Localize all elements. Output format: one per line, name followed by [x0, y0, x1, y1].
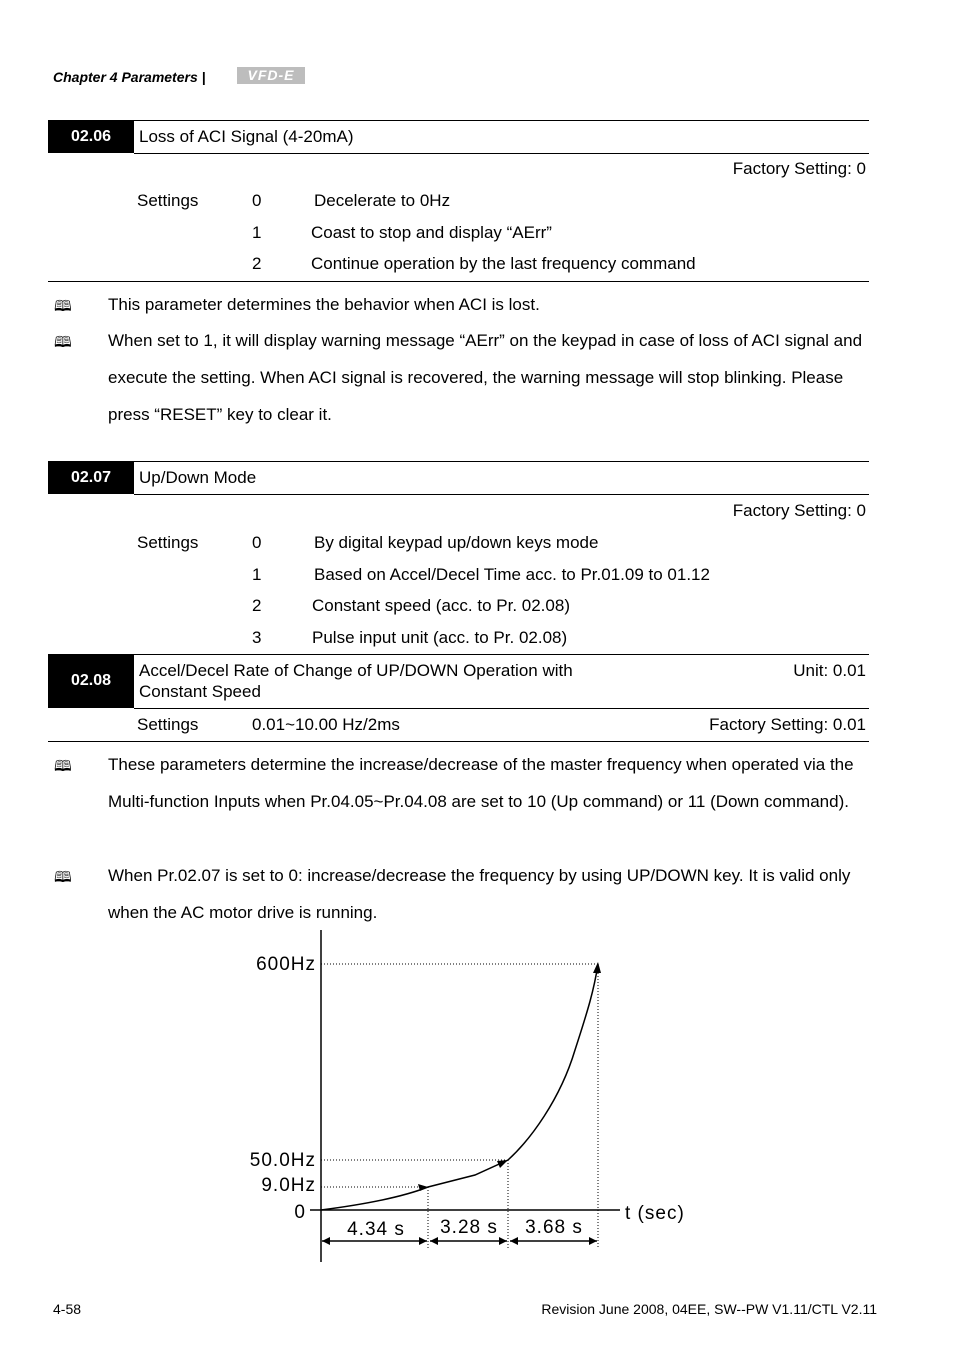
factory-setting-0207: Factory Setting: 0: [732, 501, 866, 520]
option-num: 0: [252, 533, 262, 552]
param-title-0208-line2: Constant Speed: [139, 682, 261, 701]
y-label-zero: 0: [294, 1202, 305, 1223]
interval-label: 4.34 s: [347, 1219, 405, 1240]
interval-label: 3.28 s: [440, 1217, 498, 1238]
frequency-curve: [321, 964, 598, 1210]
page-number: 4-58: [53, 1301, 82, 1317]
note-paragraph: These parameters determine the increase/decrease of the master frequency when operated via the Multi-function Inputs when Pr.04.05~Pr.04.08 are set to 10 (Up command) or 11 (Down command).: [108, 755, 854, 811]
param-title-0208-line1: Accel/Decel Rate of Change of UP/DOWN Operation with: [139, 661, 573, 680]
option-num: 2: [252, 254, 262, 273]
option-text: Constant speed (acc. to Pr. 02.08): [312, 596, 570, 615]
option-text: Coast to stop and display “AErr”: [311, 223, 552, 242]
note-paragraph: This parameter determines the behavior when ACI is lost.: [108, 295, 540, 314]
factory-setting-0208: Factory Setting: 0.01: [709, 715, 866, 734]
settings-label-0206: Settings: [137, 191, 199, 210]
option-num: 1: [252, 223, 262, 242]
settings-label-0207: Settings: [137, 533, 199, 552]
option-text: Pulse input unit (acc. to Pr. 02.08): [312, 628, 568, 647]
y-label-600hz: 600Hz: [256, 954, 316, 975]
option-num: 0: [252, 191, 262, 210]
range-0208: 0.01~10.00 Hz/2ms: [252, 715, 400, 734]
x-label-time: t (sec): [625, 1203, 685, 1224]
book-icon: 🕮: [54, 334, 72, 351]
book-icon: 🕮: [54, 298, 72, 315]
option-num: 3: [252, 628, 262, 647]
param-code-0208: 02.08: [48, 654, 134, 708]
interval-label: 3.68 s: [525, 1217, 583, 1238]
param-code-0207: 02.07: [48, 461, 134, 494]
note-paragraph: When Pr.02.07 is set to 0: increase/decrease the frequency by using UP/DOWN key. It is valid only when the AC motor drive is running.: [108, 866, 851, 922]
settings-label-0208: Settings: [137, 715, 199, 734]
factory-setting-0206: Factory Setting: 0: [732, 159, 866, 178]
param-title-0207: Up/Down Mode: [139, 468, 257, 487]
option-text: Based on Accel/Decel Time acc. to Pr.01.09 to 01.12: [314, 565, 710, 584]
y-label-50hz: 50.0Hz: [249, 1150, 316, 1171]
param-code-0206: 02.06: [48, 120, 134, 153]
param-title-0206: Loss of ACI Signal (4-20mA): [139, 127, 354, 146]
option-num: 1: [252, 565, 262, 584]
guide-lines: [321, 964, 598, 1248]
vfd-e-logo: VFD-E: [237, 67, 305, 84]
option-text: Continue operation by the last frequency command: [311, 254, 696, 273]
book-icon: 🕮: [54, 758, 72, 775]
book-icon: 🕮: [54, 869, 72, 886]
chapter-header: Chapter 4 Parameters |: [53, 69, 206, 85]
option-text: Decelerate to 0Hz: [314, 191, 451, 210]
arrowhead: [497, 1160, 508, 1168]
option-text: By digital keypad up/down keys mode: [314, 533, 599, 552]
y-label-9hz: 9.0Hz: [261, 1175, 316, 1196]
note-paragraph: When set to 1, it will display warning message “AErr” on the keypad in case of loss of ACI signal and execute the setting. When ACI signal is recovered, the warning message will stop blinking. Please press “RESET” key to clear it.: [108, 331, 863, 424]
option-num: 2: [252, 596, 262, 615]
unit-0208: Unit: 0.01: [793, 661, 866, 680]
revision-info: Revision June 2008, 04EE, SW--PW V1.11/CTL V2.11: [541, 1301, 877, 1317]
